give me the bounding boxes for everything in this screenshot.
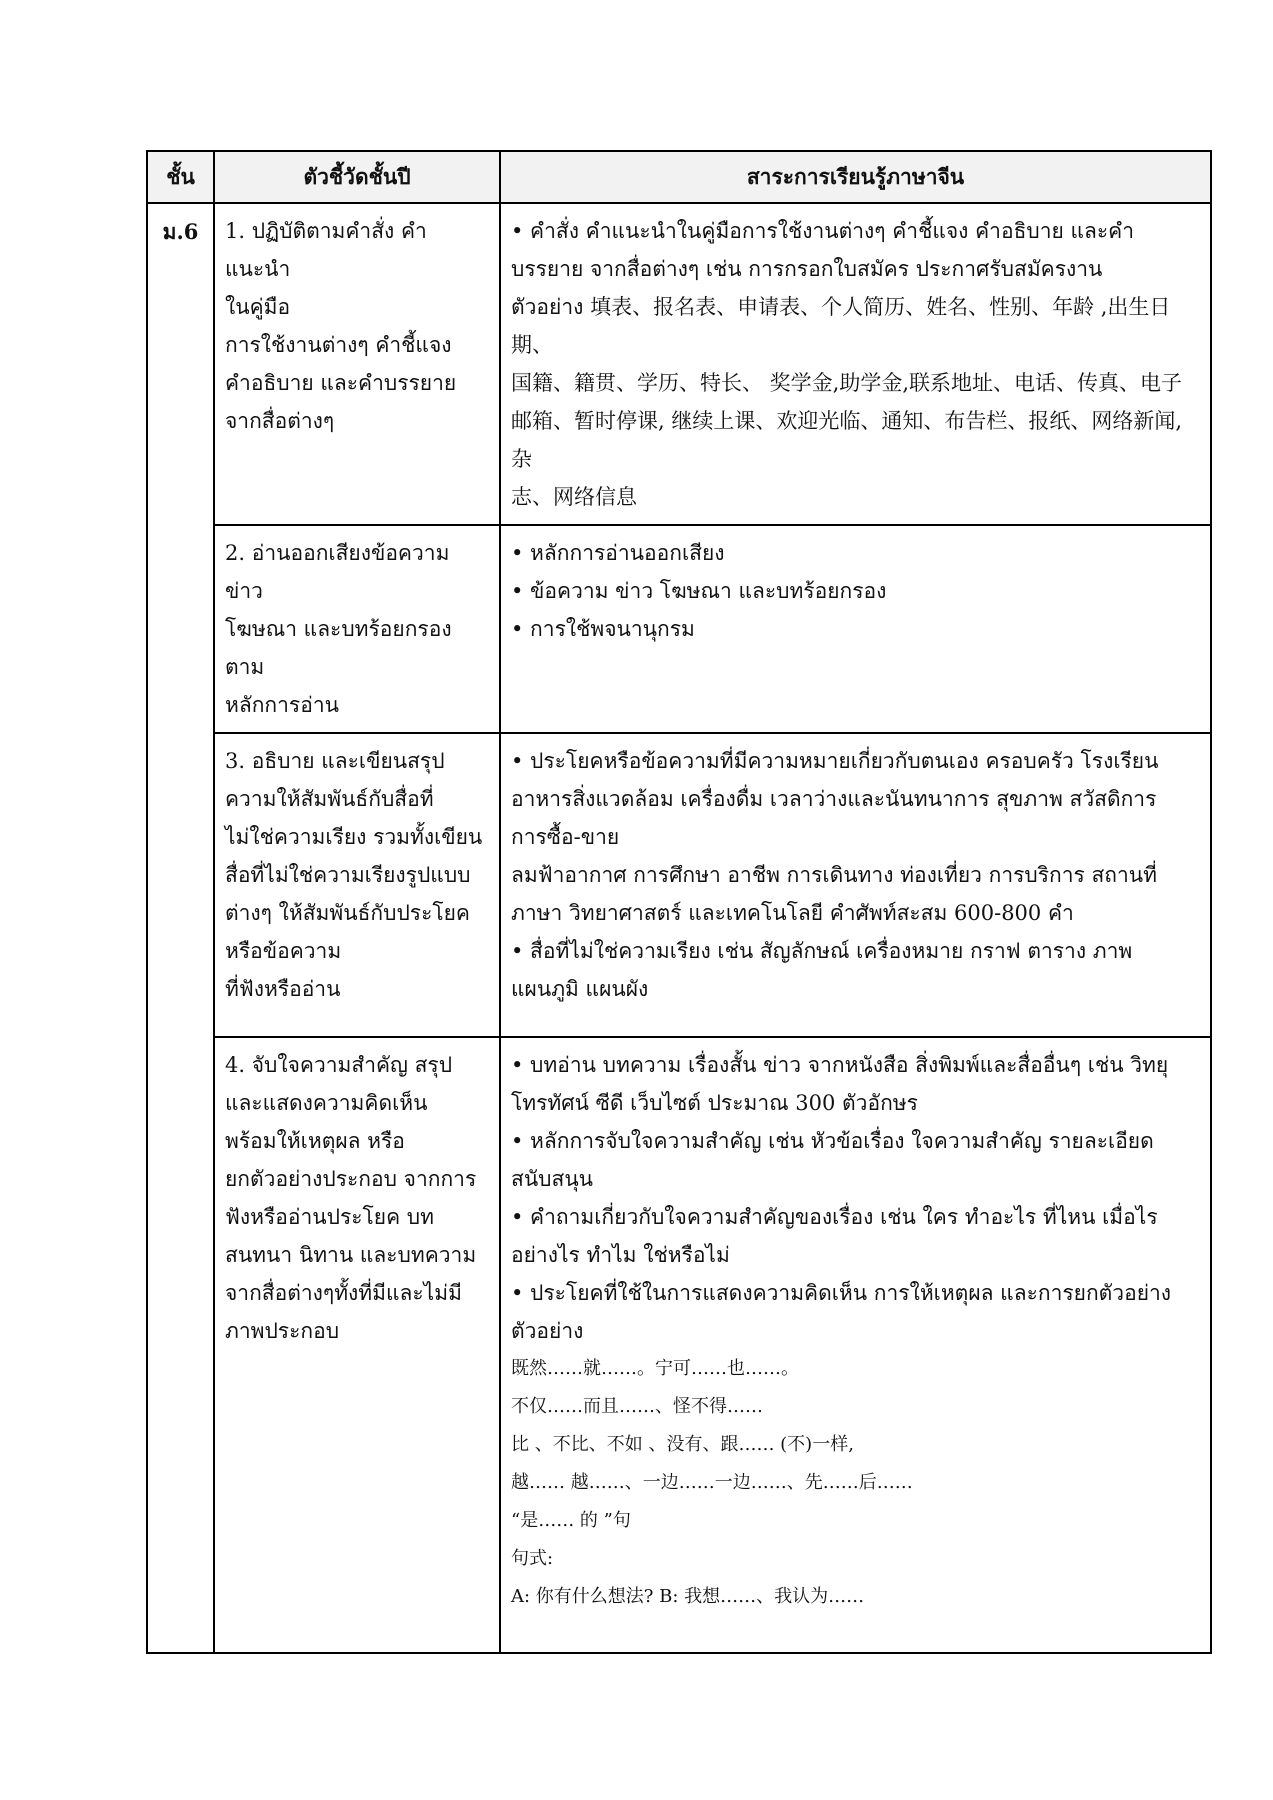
indicator-line: ฟังหรืออ่านประโยค บท: [225, 1205, 434, 1229]
content-line: 志、网络信息: [511, 485, 637, 509]
indicator-line: สนทนา นิทาน และบทความ: [225, 1243, 477, 1267]
table-row: [147, 203, 1211, 525]
indicator-line: ความให้สัมพันธ์กับสื่อที่: [225, 787, 434, 811]
table-row: [147, 525, 1211, 733]
header-content: สาระการเรียนรู้ภาษาจีน: [500, 151, 1211, 203]
content-line: 邮箱、暂时停课, 继续上课、欢迎光临、通知、布告栏、报纸、网络新闻, 杂: [511, 409, 1183, 471]
indicator-line: พร้อมให้เหตุผล หรือ: [225, 1129, 405, 1153]
content-line: อย่างไร ทำไม ใช่หรือไม่: [511, 1243, 730, 1267]
table-row: [147, 1037, 1211, 1653]
indicator-cell: [214, 525, 500, 733]
indicator-line: คำอธิบาย และคำบรรยาย: [225, 371, 457, 395]
content-cell: [500, 525, 1211, 733]
indicator-line: การใช้งานต่างๆ คำชี้แจง: [225, 333, 452, 357]
indicator-line: ในคู่มือ: [225, 295, 291, 319]
indicator-line: ต่างๆ ให้สัมพันธ์กับประโยค: [225, 901, 470, 925]
chinese-example-line: 比 、不比、不如 、没有、跟…… (不)一样,: [511, 1434, 854, 1455]
indicator-line: หลักการอ่าน: [225, 693, 339, 717]
content-line: • สื่อที่ไม่ใช่ความเรียง เช่น สัญลักษณ์ เครื่องหมาย กราฟ ตาราง ภาพ: [511, 939, 1133, 963]
content-line: • ประโยคหรือข้อความที่มีความหมายเกี่ยวกับตนเอง ครอบครัว โรงเรียน: [511, 749, 1159, 773]
chinese-example-line: 句式:: [511, 1548, 554, 1569]
indicator-line: 2. อ่านออกเสียงข้อความ ข่าว: [225, 541, 450, 603]
content-line: การซื้อ-ขาย: [511, 825, 620, 849]
content-line: • ประโยคที่ใช้ในการแสดงความคิดเห็น การให้เหตุผล และการยกตัวอย่าง: [511, 1281, 1172, 1305]
indicator-line: และแสดงความคิดเห็น: [225, 1091, 428, 1115]
content-line: • บทอ่าน บทความ เรื่องสั้น ข่าว จากหนังสือ สิ่งพิมพ์และสื่ออื่นๆ เช่น วิทยุ: [511, 1053, 1169, 1077]
content-line: อาหารสิ่งแวดล้อม เครื่องดื่ม เวลาว่างและนันทนาการ สุขภาพ สวัสดิการ: [511, 787, 1157, 811]
content-line: • คำถามเกี่ยวกับใจความสำคัญของเรื่อง เช่น ใคร ทำอะไร ที่ไหน เมื่อไร: [511, 1205, 1158, 1229]
indicator-line: ไม่ใช่ความเรียง รวมทั้งเขียน: [225, 825, 483, 849]
chinese-example-line: A: 你有什么想法? B: 我想……、我认为……: [511, 1586, 865, 1607]
header-row: [147, 151, 1211, 203]
indicator-line: จากสื่อต่างๆ: [225, 409, 335, 433]
indicator-line: 3. อธิบาย และเขียนสรุป: [225, 749, 445, 773]
chinese-example-line: “是…… 的 ”句: [511, 1510, 631, 1531]
curriculum-table: [146, 150, 1212, 1654]
content-line: บรรยาย จากสื่อต่างๆ เช่น การกรอกใบสมัคร ประกาศรับสมัครงาน: [511, 257, 1103, 281]
content-line: • การใช้พจนานุกรม: [511, 617, 695, 641]
header-indicator: ตัวชี้วัดชั้นปี: [214, 151, 500, 203]
indicator-cell: [214, 1037, 500, 1653]
content-line: • หลักการจับใจความสำคัญ เช่น หัวข้อเรื่อง ใจความสำคัญ รายละเอียด: [511, 1129, 1154, 1153]
indicator-line: ที่ฟังหรืออ่าน: [225, 977, 341, 1001]
table-row: [147, 733, 1211, 1037]
content-cell: [500, 203, 1211, 525]
chinese-example-line: 不仅……而且……、怪不得……: [511, 1396, 763, 1417]
content-line: ตัวอย่าง 填表、报名表、申请表、个人简历、姓名、性别、年龄 ,出生日期、: [511, 295, 1171, 357]
content-line: • หลักการอ่านออกเสียง: [511, 541, 725, 565]
chinese-example-line: 既然……就……。宁可……也……。: [511, 1358, 799, 1379]
indicator-line: 4. จับใจความสำคัญ สรุป: [225, 1053, 453, 1077]
indicator-cell: [214, 733, 500, 1037]
content-line: โทรทัศน์ ซีดี เว็บไซต์ ประมาณ 300 ตัวอักษร: [511, 1091, 918, 1115]
indicator-line: ภาพประกอบ: [225, 1319, 340, 1343]
content-line: สนับสนุน: [511, 1167, 594, 1191]
indicator-line: จากสื่อต่างๆทั้งที่มีและไม่มี: [225, 1281, 462, 1305]
content-line: • คำสั่ง คำแนะนำในคู่มือการใช้งานต่างๆ คำชี้แจง คำอธิบาย และคำ: [511, 219, 1135, 243]
content-line: ตัวอย่าง: [511, 1319, 584, 1343]
content-cell: [500, 1037, 1211, 1653]
indicator-line: สื่อที่ไม่ใช่ความเรียงรูปแบบ: [225, 863, 471, 887]
content-line: แผนภูมิ แผนผัง: [511, 977, 649, 1001]
indicator-line: ยกตัวอย่างประกอบ จากการ: [225, 1167, 477, 1191]
content-cell: [500, 733, 1211, 1037]
grade-cell: ม.6: [147, 203, 214, 1653]
indicator-line: 1. ปฏิบัติตามคำสั่ง คำแนะนำ: [225, 219, 427, 281]
indicator-line: หรือข้อความ: [225, 939, 342, 963]
content-line: ภาษา วิทยาศาสตร์ และเทคโนโลยี คำศัพท์สะสม 600-800 คำ: [511, 901, 1074, 925]
content-line: ลมฟ้าอากาศ การศึกษา อาชีพ การเดินทาง ท่องเที่ยว การบริการ สถานที่: [511, 863, 1158, 887]
indicator-line: โฆษณา และบทร้อยกรอง ตาม: [225, 617, 452, 679]
indicator-cell: [214, 203, 500, 525]
chinese-example-line: 越…… 越……、一边……一边……、先……后……: [511, 1472, 913, 1493]
header-grade: ชั้น: [147, 151, 214, 203]
content-line: 国籍、籍贯、学历、特长、 奖学金,助学金,联系地址、电话、传真、电子: [511, 371, 1183, 395]
content-line: • ข้อความ ข่าว โฆษณา และบทร้อยกรอง: [511, 579, 887, 603]
